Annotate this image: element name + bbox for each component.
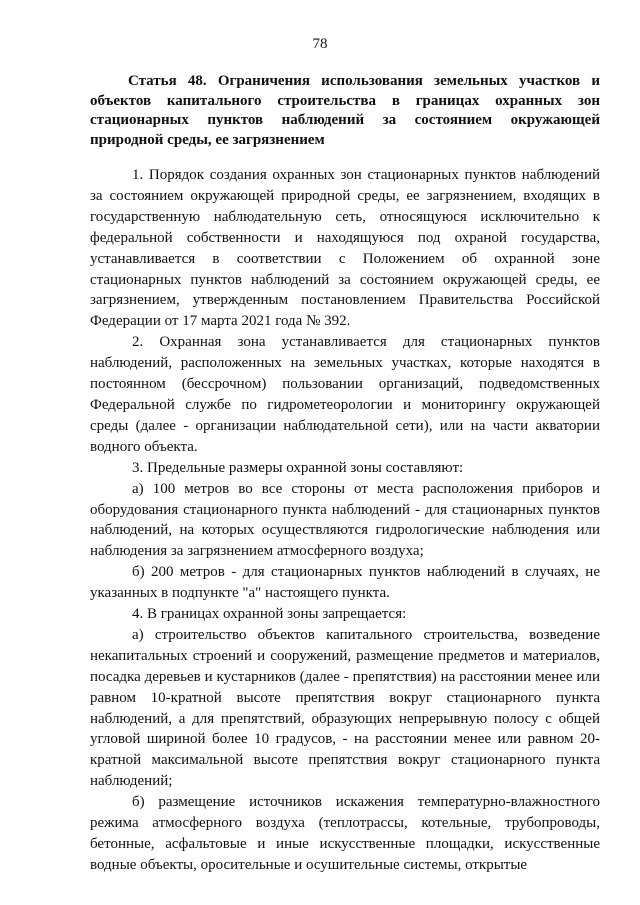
paragraph-4a: а) строительство объектов капитального строительства, возведение некапитальных строений и сооружений, размещение предметов и материалов, посадка деревьев и кустарников (далее - препятствия) на расстоянии менее или равном 10-кратной высоте препятствия вокруг стационарного пункта наблюдений, а для препятствий, образующих непрерывную полосу с общей угловой шириной более 10 градусов, - на расстоянии менее или равном 20-кратной максимальной высоте препятствия вокруг стационарного пункта наблюдений; [90, 626, 600, 790]
article-heading: Статья 48. Ограничения использования земельных участков и объектов капитального строительства в границах охранных зон стационарных пунктов наблюдений за состоянием окружающей природной среды, ее загрязнением [90, 73, 600, 148]
paragraph-4b: б) размещение источников искажения температурно-влажностного режима атмосферного воздуха (теплотрассы, котельные, трубопроводы, бетонные, асфальтовые и иные искусственные площадки, искусственные водные объекты, оросительные и осушительные системы, открытые [90, 794, 600, 873]
paragraph-2: 2. Охранная зона устанавливается для стационарных пунктов наблюдений, расположенных на земельных участках, которые находятся в постоянном (бессрочном) пользовании организаций, подведомственных Федеральной службе по гидрометеорологии и мониторингу окружающей среды (далее - организации наблюдательной сети), или на части акватории водного объекта. [90, 334, 600, 455]
paragraph-3a: а) 100 метров во все стороны от места расположения приборов и оборудования стационарного пункта наблюдений - для стационарных пунктов наблюдений, на которых осуществляются гидрологические наблюдения или наблюдения за загрязнением атмосферного воздуха; [90, 480, 600, 560]
paragraph-3: 3. Предельные размеры охранной зоны составляют: [132, 459, 464, 476]
paragraph-4: 4. В границах охранной зоны запрещается: [132, 606, 407, 623]
page-number: 78 [312, 36, 328, 52]
paragraph-3b: б) 200 метров - для стационарных пунктов наблюдений в случаях, не указанных в подпункте "а" настоящего пункта. [90, 564, 600, 602]
article-body [90, 165, 600, 876]
paragraph-1: 1. Порядок создания охранных зон стационарных пунктов наблюдений за состоянием окружающей природной среды, ее загрязнением, входящих в государственную наблюдательную сеть, относящуюся исключительно к федеральной собственности и находящуюся под охраной государства, устанавливается в соответствии с Положением об охранной зоне стационарных пунктов наблюдений за состоянием окружающей среды, ее загрязнением, утвержденным постановлением Правительства Российской Федерации от 17 марта 2021 года № 392. [90, 167, 600, 330]
